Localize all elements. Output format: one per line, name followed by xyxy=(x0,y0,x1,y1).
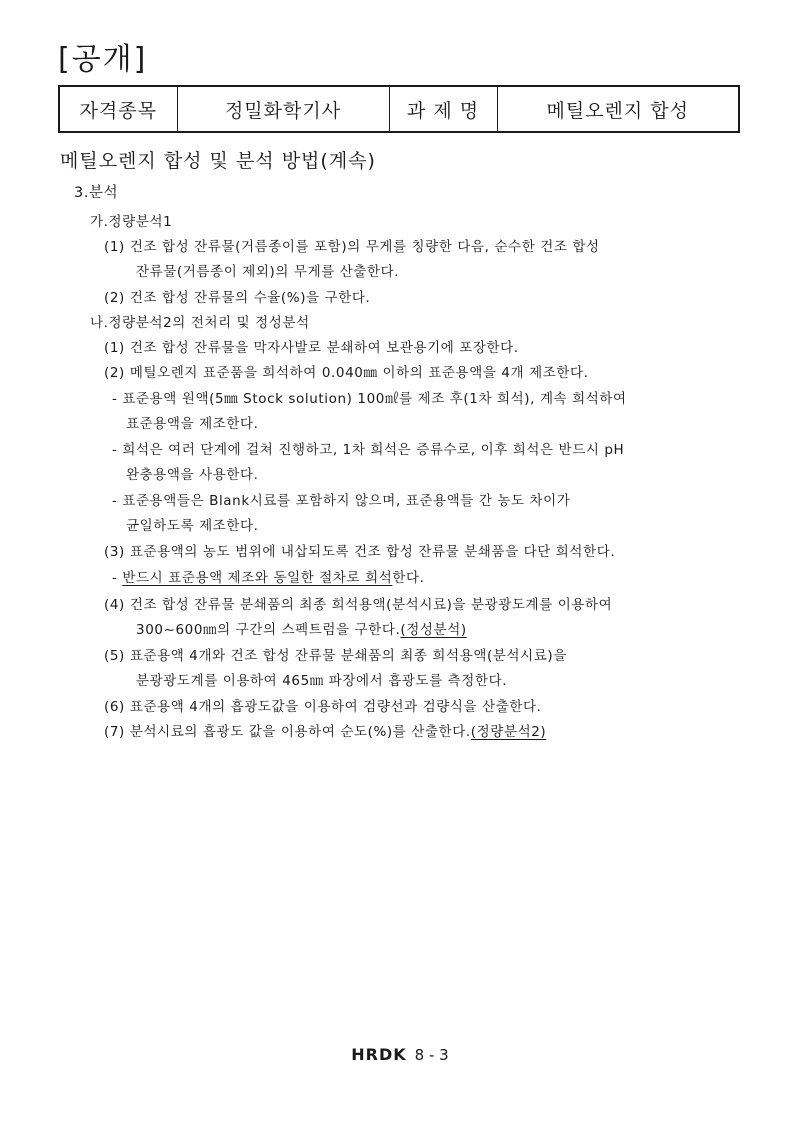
bullet-dilution-cont: 완충용액을 사용한다. xyxy=(126,467,259,483)
qualification-value: 정밀화학기사 xyxy=(177,86,389,132)
step-2-4-cont xyxy=(136,618,467,638)
purity-text: (7) 분석시료의 흡광도 값을 이용하여 순도(%)를 산출한다. xyxy=(104,724,471,740)
bullet-dilution: - 희석은 여러 단계에 걸쳐 진행하고, 1차 희석은 증류수로, 이후 희석은 반드시 pH xyxy=(112,442,625,458)
step-2-5: (5) 표준용액 4개와 건조 합성 잔류물 분쇄품의 최종 희석용액(분석시료)을 xyxy=(104,648,567,664)
step-1-2: (2) 건조 합성 잔류물의 수율(%)을 구한다. xyxy=(104,290,371,306)
step-2-3: (3) 표준용액의 농도 범위에 내삽되도록 건조 합성 잔류물 분쇄품을 다단 희석한다. xyxy=(104,544,616,560)
public-tag: [공개] xyxy=(58,42,148,77)
bullet-stock-solution: - 표준용액 원액(5㎜ Stock solution) 100㎖를 제조 후(1차 희석), 계속 희석하여 xyxy=(112,391,627,407)
bullet-blank: - 표준용액들은 Blank시료를 포함하지 않으며, 표준용액들 간 농도 차이가 xyxy=(112,493,571,509)
info-table xyxy=(58,85,740,133)
bullet-same-procedure xyxy=(112,566,425,586)
step-2-2: (2) 메틸오렌지 표준품을 희석하여 0.040㎜ 이하의 표준용액을 4개 제조한다. xyxy=(104,365,589,381)
qualitative-note: (정성분석) xyxy=(400,622,467,638)
underlined-procedure-note: 반드시 표준용액 제조와 동일한 절차로 희석 xyxy=(122,570,393,586)
hrdk-logo: HRDK xyxy=(351,1045,407,1064)
task-value: 메틸오렌지 합성 xyxy=(497,86,739,132)
subheading-quant1: 가.정량분석1 xyxy=(90,214,173,230)
page-footer xyxy=(0,1045,800,1064)
step-2-5-cont: 분광광도계를 이용하여 465㎚ 파장에서 흡광도를 측정한다. xyxy=(136,673,508,689)
bullet-suffix: 한다. xyxy=(392,570,425,586)
subheading-quant2: 나.정량분석2의 전처리 및 정성분석 xyxy=(90,315,310,331)
step-1-1-cont: 잔류물(거름종이 제외)의 무게를 산출한다. xyxy=(136,264,400,280)
quant2-note: (정량분석2) xyxy=(470,724,547,740)
step-2-1: (1) 건조 합성 잔류물을 막자사발로 분쇄하여 보관용기에 포장한다. xyxy=(104,340,519,356)
task-label: 과 제 명 xyxy=(389,86,497,132)
step-2-7 xyxy=(104,720,546,740)
qualification-label: 자격종목 xyxy=(59,86,177,132)
step-1-1: (1) 건조 합성 잔류물(거름종이를 포함)의 무게를 칭량한 다음, 순수한 건조 합성 xyxy=(104,239,600,255)
heading-analysis: 3.분석 xyxy=(74,185,119,201)
step-2-4: (4) 건조 합성 잔류물 분쇄품의 최종 희석용액(분석시료)을 분광광도계를 이용하여 xyxy=(104,597,613,613)
spectrum-text: 300~600㎚의 구간의 스펙트럼을 구한다. xyxy=(136,622,401,638)
bullet-dash: - xyxy=(112,570,123,586)
step-2-6: (6) 표준용액 4개의 흡광도값을 이용하여 검량선과 검량식을 산출한다. xyxy=(104,699,542,715)
section-title: 메틸오렌지 합성 및 분석 방법(계속) xyxy=(60,150,376,172)
bullet-stock-solution-cont: 표준용액을 제조한다. xyxy=(126,416,259,432)
page-number: 8 - 3 xyxy=(414,1046,449,1064)
bullet-blank-cont: 균일하도록 제조한다. xyxy=(126,518,259,534)
